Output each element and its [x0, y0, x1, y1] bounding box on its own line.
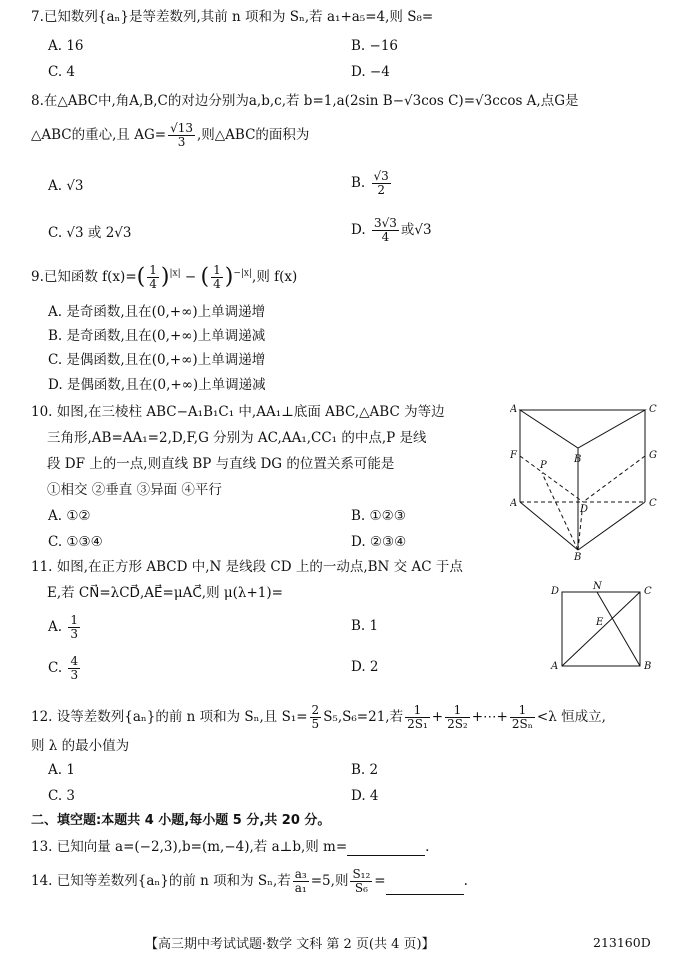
q8-option-b: B. $\frac{√3}{2}$: [351, 169, 389, 197]
q8-option-d: D. $\frac{3√3}{4}$ 或√3: [351, 216, 432, 244]
section-heading: 二、填空题:本题共 4 小题,每小题 5 分,共 20 分。: [31, 813, 331, 828]
q12-line1: 12. 设等差数列{aₙ}的前 n 项和为 Sₙ,且 S₁= $\frac{2}{5}$ S₅,S₆=21,若 $\frac{1}{\text{2S₁}}$ + $\frac{1}{\text{2S₂}}$ +⋯+ $\frac{1}{\text{2Sₙ}}$ <λ 恒成立,: [31, 703, 606, 731]
q10-line1: 10. 如图,在三棱柱 ABC−A₁B₁C₁ 中,AA₁⊥底面 ABC,△ABC 为等边: [31, 404, 445, 420]
fig-label-d: D: [580, 504, 589, 515]
q9-option-c: C. 是偶函数,且在(0,+∞)上单调递增: [48, 352, 266, 368]
fig-label-c1: C: [649, 404, 657, 415]
q13: 13. 已知向量 a=(−2,3),b=(m,−4),若 a⊥b,则 m= .: [31, 839, 430, 855]
q7-option-c: C. 4: [48, 64, 76, 80]
square-figure: [545, 580, 660, 670]
q12-option-c: C. 3: [48, 788, 76, 804]
q7-option-a: A. 16: [48, 38, 84, 54]
q10-line4: ①相交 ②垂直 ③异面 ④平行: [47, 482, 222, 498]
q11-option-b: B. 1: [351, 618, 379, 634]
sq-label-n: N: [593, 581, 602, 592]
sq-label-a: A: [551, 661, 559, 670]
fig-label-a1: A: [510, 404, 518, 415]
q12-option-a: A. 1: [48, 762, 75, 778]
fig-label-f: F: [510, 450, 517, 461]
exam-code: 213160D: [593, 935, 651, 950]
q11-line1: 11. 如图,在正方形 ABCD 中,N 是线段 CD 上的一动点,BN 交 AC 于点: [31, 559, 463, 575]
fig-label-a: A: [510, 498, 518, 509]
prism-figure: [510, 400, 660, 560]
q9-option-a: A. 是奇函数,且在(0,+∞)上单调递增: [48, 304, 266, 320]
q7-stem: 7.已知数列{aₙ}是等差数列,其前 n 项和为 Sₙ,若 a₁+a₅=4,则 S₈=: [31, 9, 434, 25]
fig-label-p: P: [540, 460, 547, 471]
sq-label-b: B: [644, 661, 652, 670]
page-footer: 【高三期中考试试题·数学 文科 第 2 页(共 4 页)】: [145, 937, 435, 952]
q14-answer-blank[interactable]: [386, 880, 464, 895]
q10-option-d: D. ②③④: [351, 534, 407, 550]
q12-option-b: B. 2: [351, 762, 379, 778]
q8-option-a: A. √3: [48, 178, 84, 194]
q9-option-d: D. 是偶函数,且在(0,+∞)上单调递减: [48, 377, 266, 393]
q10-line2: 三角形,AB=AA₁=2,D,F,G 分别为 AC,AA₁,CC₁ 的中点,P 是线: [47, 430, 427, 446]
q13-answer-blank[interactable]: [347, 841, 425, 856]
fig-label-g: G: [649, 450, 657, 461]
sq-label-c: C: [644, 586, 652, 597]
q10-option-c: C. ①③④: [48, 534, 103, 550]
fig-label-c: C: [649, 498, 657, 509]
q10-option-a: A. ①②: [48, 508, 91, 524]
q8-line1: 8.在△ABC中,角A,B,C的对边分别为a,b,c,若 b=1,a(2sin B−√3cos C)=√3ccos A,点G是: [31, 93, 579, 109]
q10-option-b: B. ①②③: [351, 508, 406, 524]
q11-option-d: D. 2: [351, 659, 379, 675]
q9-stem: 9.已知函数 f(x)=( $\frac{1}{4}$ )$^{|x|}$ − ( $\frac{1}{4}$ )$^{-|x|}$,则 f(x): [31, 263, 298, 291]
q11-option-c: C. $\frac{4}{3}$: [48, 654, 79, 682]
sq-label-d: D: [551, 586, 560, 597]
q12-option-d: D. 4: [351, 788, 379, 804]
q9-option-b: B. 是奇函数,且在(0,+∞)上单调递减: [48, 328, 266, 344]
q11-option-a: A. $\frac{1}{3}$: [48, 613, 78, 641]
sq-label-e: E: [596, 617, 604, 628]
fig-label-b1: B: [574, 454, 582, 465]
q12-line2: 则 λ 的最小值为: [31, 738, 130, 754]
q14: 14. 已知等差数列{aₙ}的前 n 项和为 Sₙ,若 $\frac{\text{a₃}}{\text{a₁}}$ =5,则 $\frac{\text{S₁₂}}{\text{S₆}}$ = .: [31, 867, 468, 895]
q7-option-d: D. −4: [351, 64, 390, 80]
q7-option-b: B. −16: [351, 38, 398, 54]
q10-line3: 段 DF 上的一点,则直线 BP 与直线 DG 的位置关系可能是: [47, 456, 395, 472]
q8-option-c: C. √3 或 2√3: [48, 225, 132, 241]
q11-line2: E,若 CN⃗=λCD⃗,AE⃗=μAC⃗,则 μ(λ+1)=: [47, 585, 283, 601]
fig-label-b: B: [574, 552, 582, 560]
q8-line2: △ABC的重心,且 AG= $\frac{√13}{3}$ ,则△ABC的面积为: [31, 121, 310, 149]
